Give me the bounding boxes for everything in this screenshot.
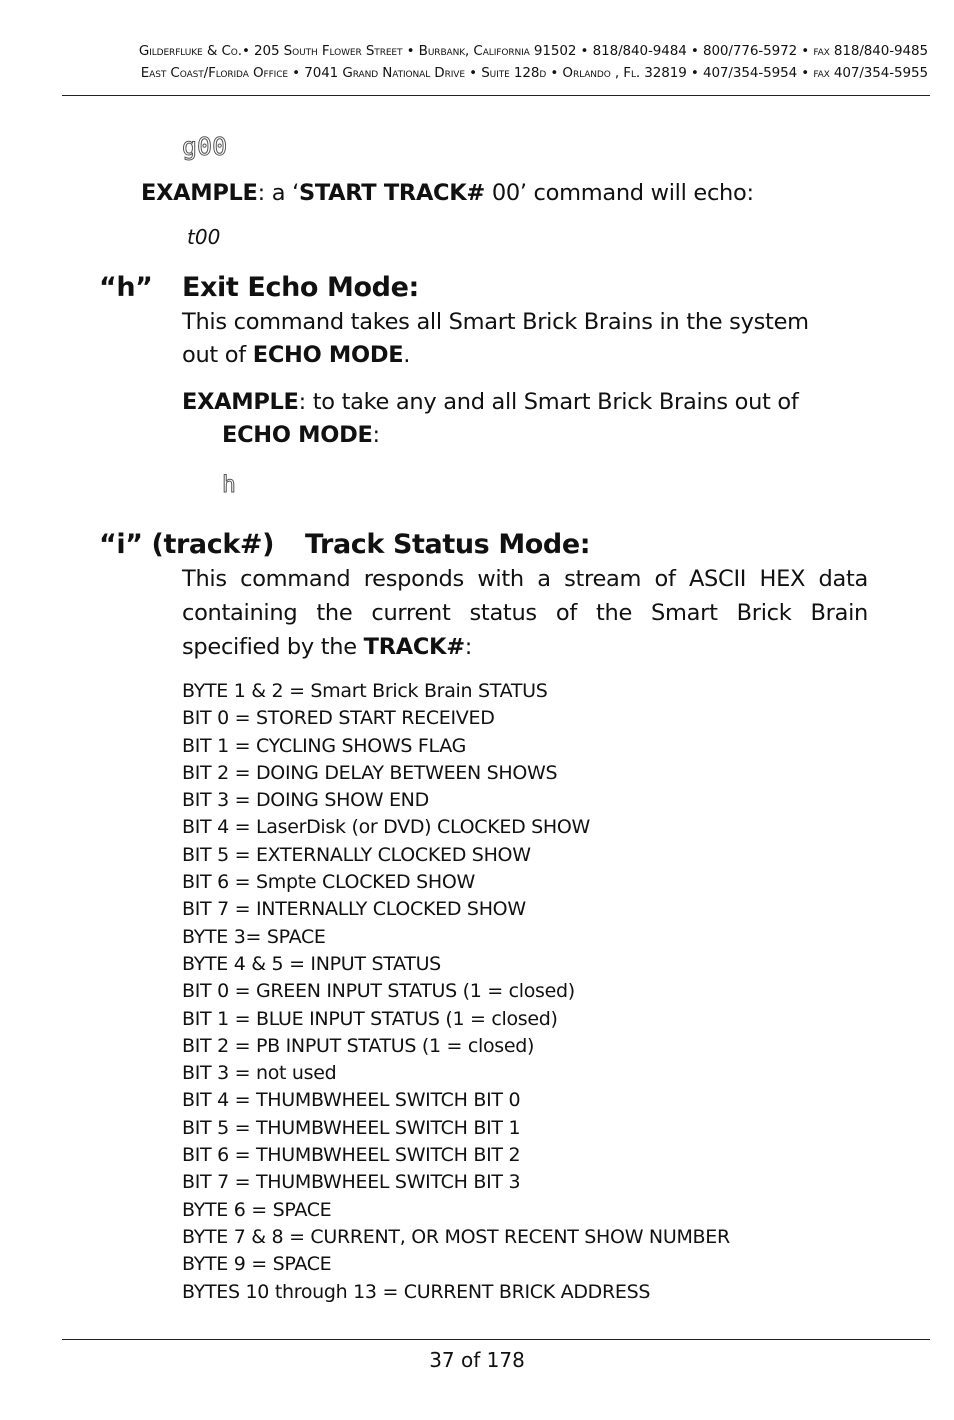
list-item: BYTE 6 = SPACE <box>182 1198 332 1221</box>
list-item: BYTES 10 through 13 = CURRENT BRICK ADDRESS <box>182 1280 651 1303</box>
footer-divider <box>62 1339 930 1340</box>
list-item: BIT 1 = BLUE INPUT STATUS (1 = closed) <box>182 1007 558 1030</box>
list-item: BIT 6 = THUMBWHEEL SWITCH BIT 2 <box>182 1144 521 1167</box>
list-item: BIT 0 = GREEN INPUT STATUS (1 = closed) <box>182 980 575 1003</box>
list-item: BIT 1 = CYCLING SHOWS FLAG <box>182 734 467 757</box>
list-item: BIT 3 = DOING SHOW END <box>182 789 429 812</box>
command-h: h <box>222 472 236 498</box>
h-description-line-1: This command takes all Smart Brick Brains in the system <box>182 309 809 335</box>
list-item: BIT 2 = PB INPUT STATUS (1 = closed) <box>182 1034 535 1057</box>
command-g00: g00 <box>182 132 228 161</box>
page-header <box>62 40 928 84</box>
list-item: BIT 4 = LaserDisk (or DVD) CLOCKED SHOW <box>182 816 591 839</box>
echo-t00: t00 <box>187 225 221 249</box>
h-example-line: EXAMPLE: to take any and all Smart Brick Brains out of <box>182 389 799 415</box>
i-description-line-1: This command responds with a stream of ASCII HEX data <box>182 566 868 592</box>
status-byte-list <box>182 678 730 1306</box>
g-example-line: EXAMPLE: a ‘START TRACK# 00’ command will echo: <box>141 180 754 206</box>
i-description-line-2: containing the current status of the Smart Brick Brain <box>182 600 868 626</box>
h-section-title: Exit Echo Mode: <box>182 272 419 303</box>
list-item: BIT 5 = THUMBWHEEL SWITCH BIT 1 <box>182 1116 521 1139</box>
list-item: BIT 5 = EXTERNALLY CLOCKED SHOW <box>182 843 531 866</box>
list-item: BIT 0 = STORED START RECEIVED <box>182 707 495 730</box>
h-description-line-2: out of ECHO MODE. <box>182 342 411 368</box>
header-address-line-2: East Coast/Florida Office • 7041 Grand National Drive • Suite 128d • Orlando , Fl. 32819 • 407/354-5954 • fax 407/354-5955 <box>140 65 928 81</box>
list-item: BIT 7 = INTERNALLY CLOCKED SHOW <box>182 898 526 921</box>
list-item: BYTE 4 & 5 = INPUT STATUS <box>182 952 441 975</box>
header-divider <box>62 95 930 96</box>
example-label: EXAMPLE <box>141 180 258 206</box>
h-example-line-2: ECHO MODE: <box>222 422 380 448</box>
list-item: BIT 3 = not used <box>182 1062 337 1085</box>
i-section-title: Track Status Mode: <box>305 529 591 560</box>
list-item: BIT 6 = Smpte CLOCKED SHOW <box>182 871 475 894</box>
list-item: BIT 4 = THUMBWHEEL SWITCH BIT 0 <box>182 1089 521 1112</box>
page-number: 37 of 178 <box>429 1348 525 1372</box>
list-item: BIT 2 = DOING DELAY BETWEEN SHOWS <box>182 761 558 784</box>
list-item: BYTE 7 & 8 = CURRENT, OR MOST RECENT SHOW NUMBER <box>182 1225 730 1248</box>
i-command-key: “i” (track#) <box>99 529 275 560</box>
list-item: BYTE 3= SPACE <box>182 925 326 948</box>
h-command-key: “h” <box>99 272 153 303</box>
list-item: BYTE 9 = SPACE <box>182 1253 332 1276</box>
header-address-line-1: Gilderfluke & Co.• 205 South Flower Street • Burbank, California 91502 • 818/840-9484 • 800/776-5972 • fax 818/840-9485 <box>138 43 928 59</box>
list-item: BYTE 1 & 2 = Smart Brick Brain STATUS <box>182 680 548 702</box>
list-item: BIT 7 = THUMBWHEEL SWITCH BIT 3 <box>182 1171 521 1194</box>
i-description-line-3: specified by the TRACK#: <box>182 634 473 660</box>
start-track-label: START TRACK# <box>298 180 485 206</box>
